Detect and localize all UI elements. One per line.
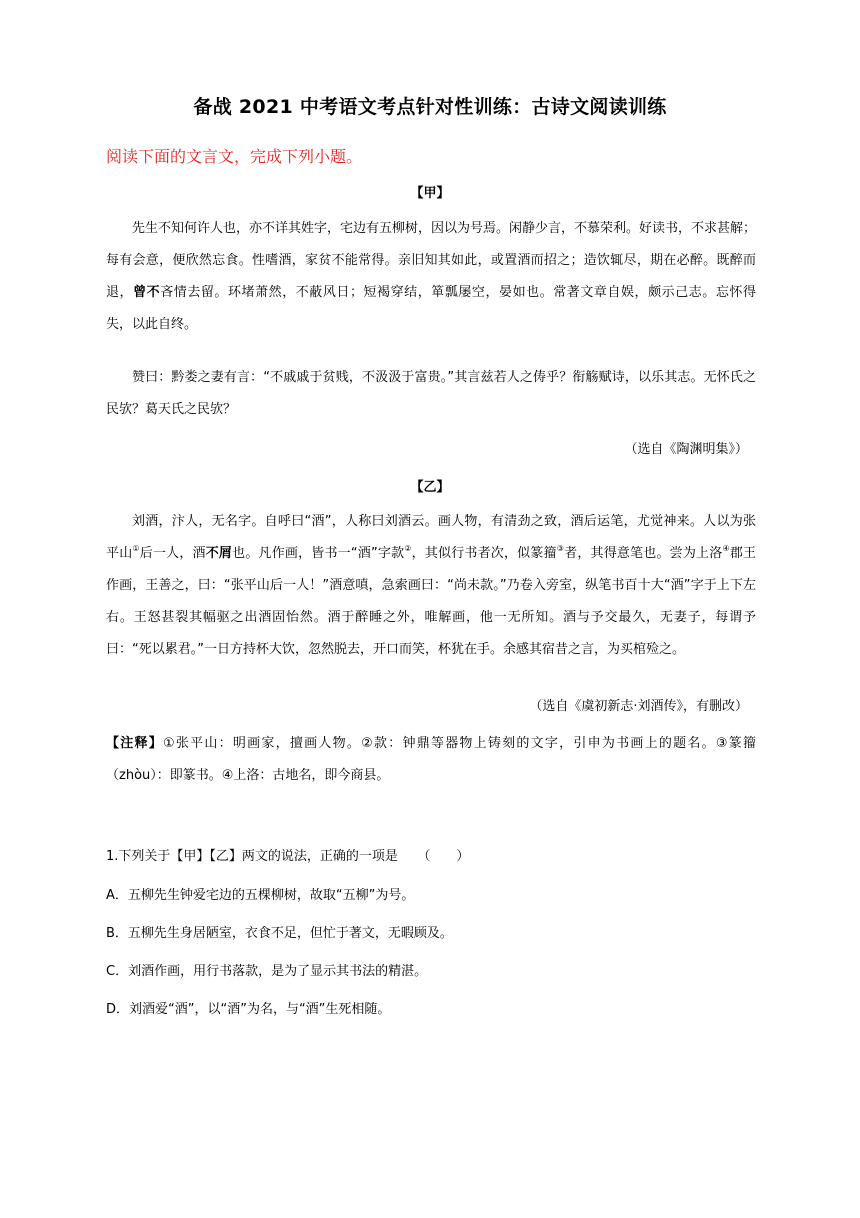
passage-jia-paragraph-1 (106, 213, 756, 341)
section-label-yi: 【乙】 (410, 480, 450, 495)
section-label-jia: 【甲】 (410, 186, 450, 201)
passage-yi-paragraph (106, 506, 756, 666)
passage-jia-paragraph-2: 赞曰：黔娄之妻有言：“不戚戚于贫贱，不汲汲于富贵。”其言兹若人之俦乎？衔觞赋诗，以乐其志。无怀氏之民欤？葛天氏之民欤？ (106, 370, 756, 417)
passage-yi-seg-6: 郡王作画，王善之，曰：“张平山后一人！”酒意嗔，急索画曰：“尚未款。”乃卷入旁室，纵笔书百十大“酒”字于上下左右。王怒甚裂其幅驱之出酒固怡然。酒于醉睡之外，唯解画，他一无所知。酒与予交最久，无妻子，每谓予曰：“死以累君。”一日方持杯大饮，忽然脱去，开口而笑，杯犹在手。余感其宿昔之言，为买棺殓之。 (106, 546, 757, 657)
passage-yi-seg-3: 也。凡作画，皆书一“酒”字款 (232, 546, 405, 561)
footnotes (106, 728, 756, 792)
source-jia: （选自《陶渊明集》） (624, 442, 748, 457)
page-title: 备战 2021 中考语文考点针对性训练：古诗文阅读训练 (193, 96, 667, 118)
passage-yi-seg-4: ，其似行书者次，似篆籀 (411, 546, 557, 561)
passage-yi-seg-5: 者，其得意笔也。尝为上洛 (564, 546, 723, 561)
footnote-marker-3: ③ (556, 543, 565, 553)
footnote-marker-2: ② (404, 543, 412, 553)
option-c: C．刘酒作画，用行书落款，是为了显示其书法的精湛。 (106, 964, 428, 979)
footnote-marker-1: ① (132, 543, 140, 553)
question-stem: 1.下列关于【甲】【乙】两文的说法，正确的一项是 （ ） (106, 849, 470, 864)
option-b: B．五柳先生身居陋室，衣食不足，但忙于著文，无暇顾及。 (106, 926, 453, 941)
reading-instruction: 阅读下面的文言文，完成下列小题。 (106, 147, 363, 166)
option-d: D．刘酒爱“酒”，以“酒”为名，与“酒”生死相随。 (106, 1002, 391, 1017)
footnotes-heading: 【注释】 (106, 736, 163, 751)
footnote-marker-4: ④ (722, 543, 730, 553)
passage-yi-seg-1: 刘酒，汴人，无名字。自呼曰“酒”，人称曰刘酒云。画人物，有清劲之致，酒后运笔，尤觉神来。人以为张平山 (106, 514, 756, 561)
bold-term-cengbu: 曾不 (133, 285, 161, 300)
source-yi: （选自《虞初新志·刘酒传》，有删改） (529, 699, 748, 714)
option-a: A．五柳先生钟爱宅边的五棵柳树，故取“五柳”为号。 (106, 888, 415, 903)
footnotes-text: ①张平山：明画家，擅画人物。②款：钟鼎等器物上铸刻的文字，引申为书画上的题名。③篆籀（zhòu）：即篆书。④上洛：古地名，即今商县。 (106, 736, 756, 783)
passage-yi-seg-2: 后一人，酒 (139, 546, 206, 561)
passage-jia-text-a: 先生不知何许人也，亦不详其姓字，宅边有五柳树，因以为号焉。闲静少言，不慕荣利。好读书，不求甚解；每有会意，便欣然忘食。性嗜酒，家贫不能常得。亲旧知其如此，或置酒而招之；造饮辄尽，期在必醉。既醉而退， (106, 221, 757, 300)
passage-jia-text-b: 吝情去留。环堵萧然，不蔽风日；短褐穿结，箪瓢屡空，晏如也。常著文章自娱，颇示己志。忘怀得失，以此自终。 (106, 285, 756, 332)
bold-term-buxie: 不屑 (205, 546, 233, 561)
